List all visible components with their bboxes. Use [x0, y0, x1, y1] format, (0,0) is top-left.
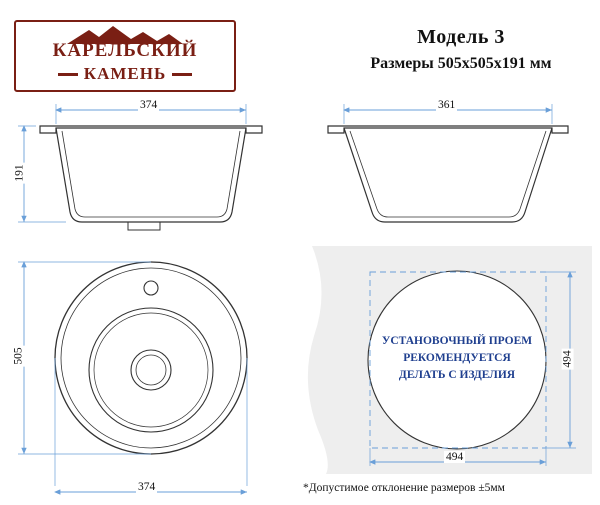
- dim-side-width: 361: [438, 99, 456, 111]
- dim-cutout-height: 494: [561, 350, 574, 368]
- dim-top-width: 374: [138, 481, 156, 493]
- cutout-note: [372, 333, 542, 384]
- cutout-note-line3: ДЕЛАТЬ С ИЗДЕЛИЯ: [398, 369, 516, 381]
- dim-cutout-width: 494: [446, 451, 464, 463]
- page-title: Модель 3: [417, 26, 505, 48]
- dim-front-width: 374: [140, 99, 158, 111]
- dimensions-subtitle: Размеры 505x505x191 мм: [370, 55, 552, 72]
- side-section-view: [328, 104, 568, 222]
- brand-line2: КАМЕНЬ: [83, 64, 167, 83]
- top-view: [18, 262, 247, 492]
- cutout-note-line1: УСТАНОВОЧНЫЙ ПРОЕМ: [381, 335, 533, 347]
- brand-line1: КАРЕЛЬСКИЙ: [52, 40, 198, 61]
- front-section-view: [18, 104, 262, 230]
- dim-front-height: 191: [13, 164, 26, 182]
- dim-top-height: 505: [12, 347, 25, 365]
- tolerance-footnote: *Допустимое отклонение размеров ±5мм: [303, 482, 505, 494]
- cutout-note-line2: РЕКОМЕНДУЕТСЯ: [403, 352, 511, 364]
